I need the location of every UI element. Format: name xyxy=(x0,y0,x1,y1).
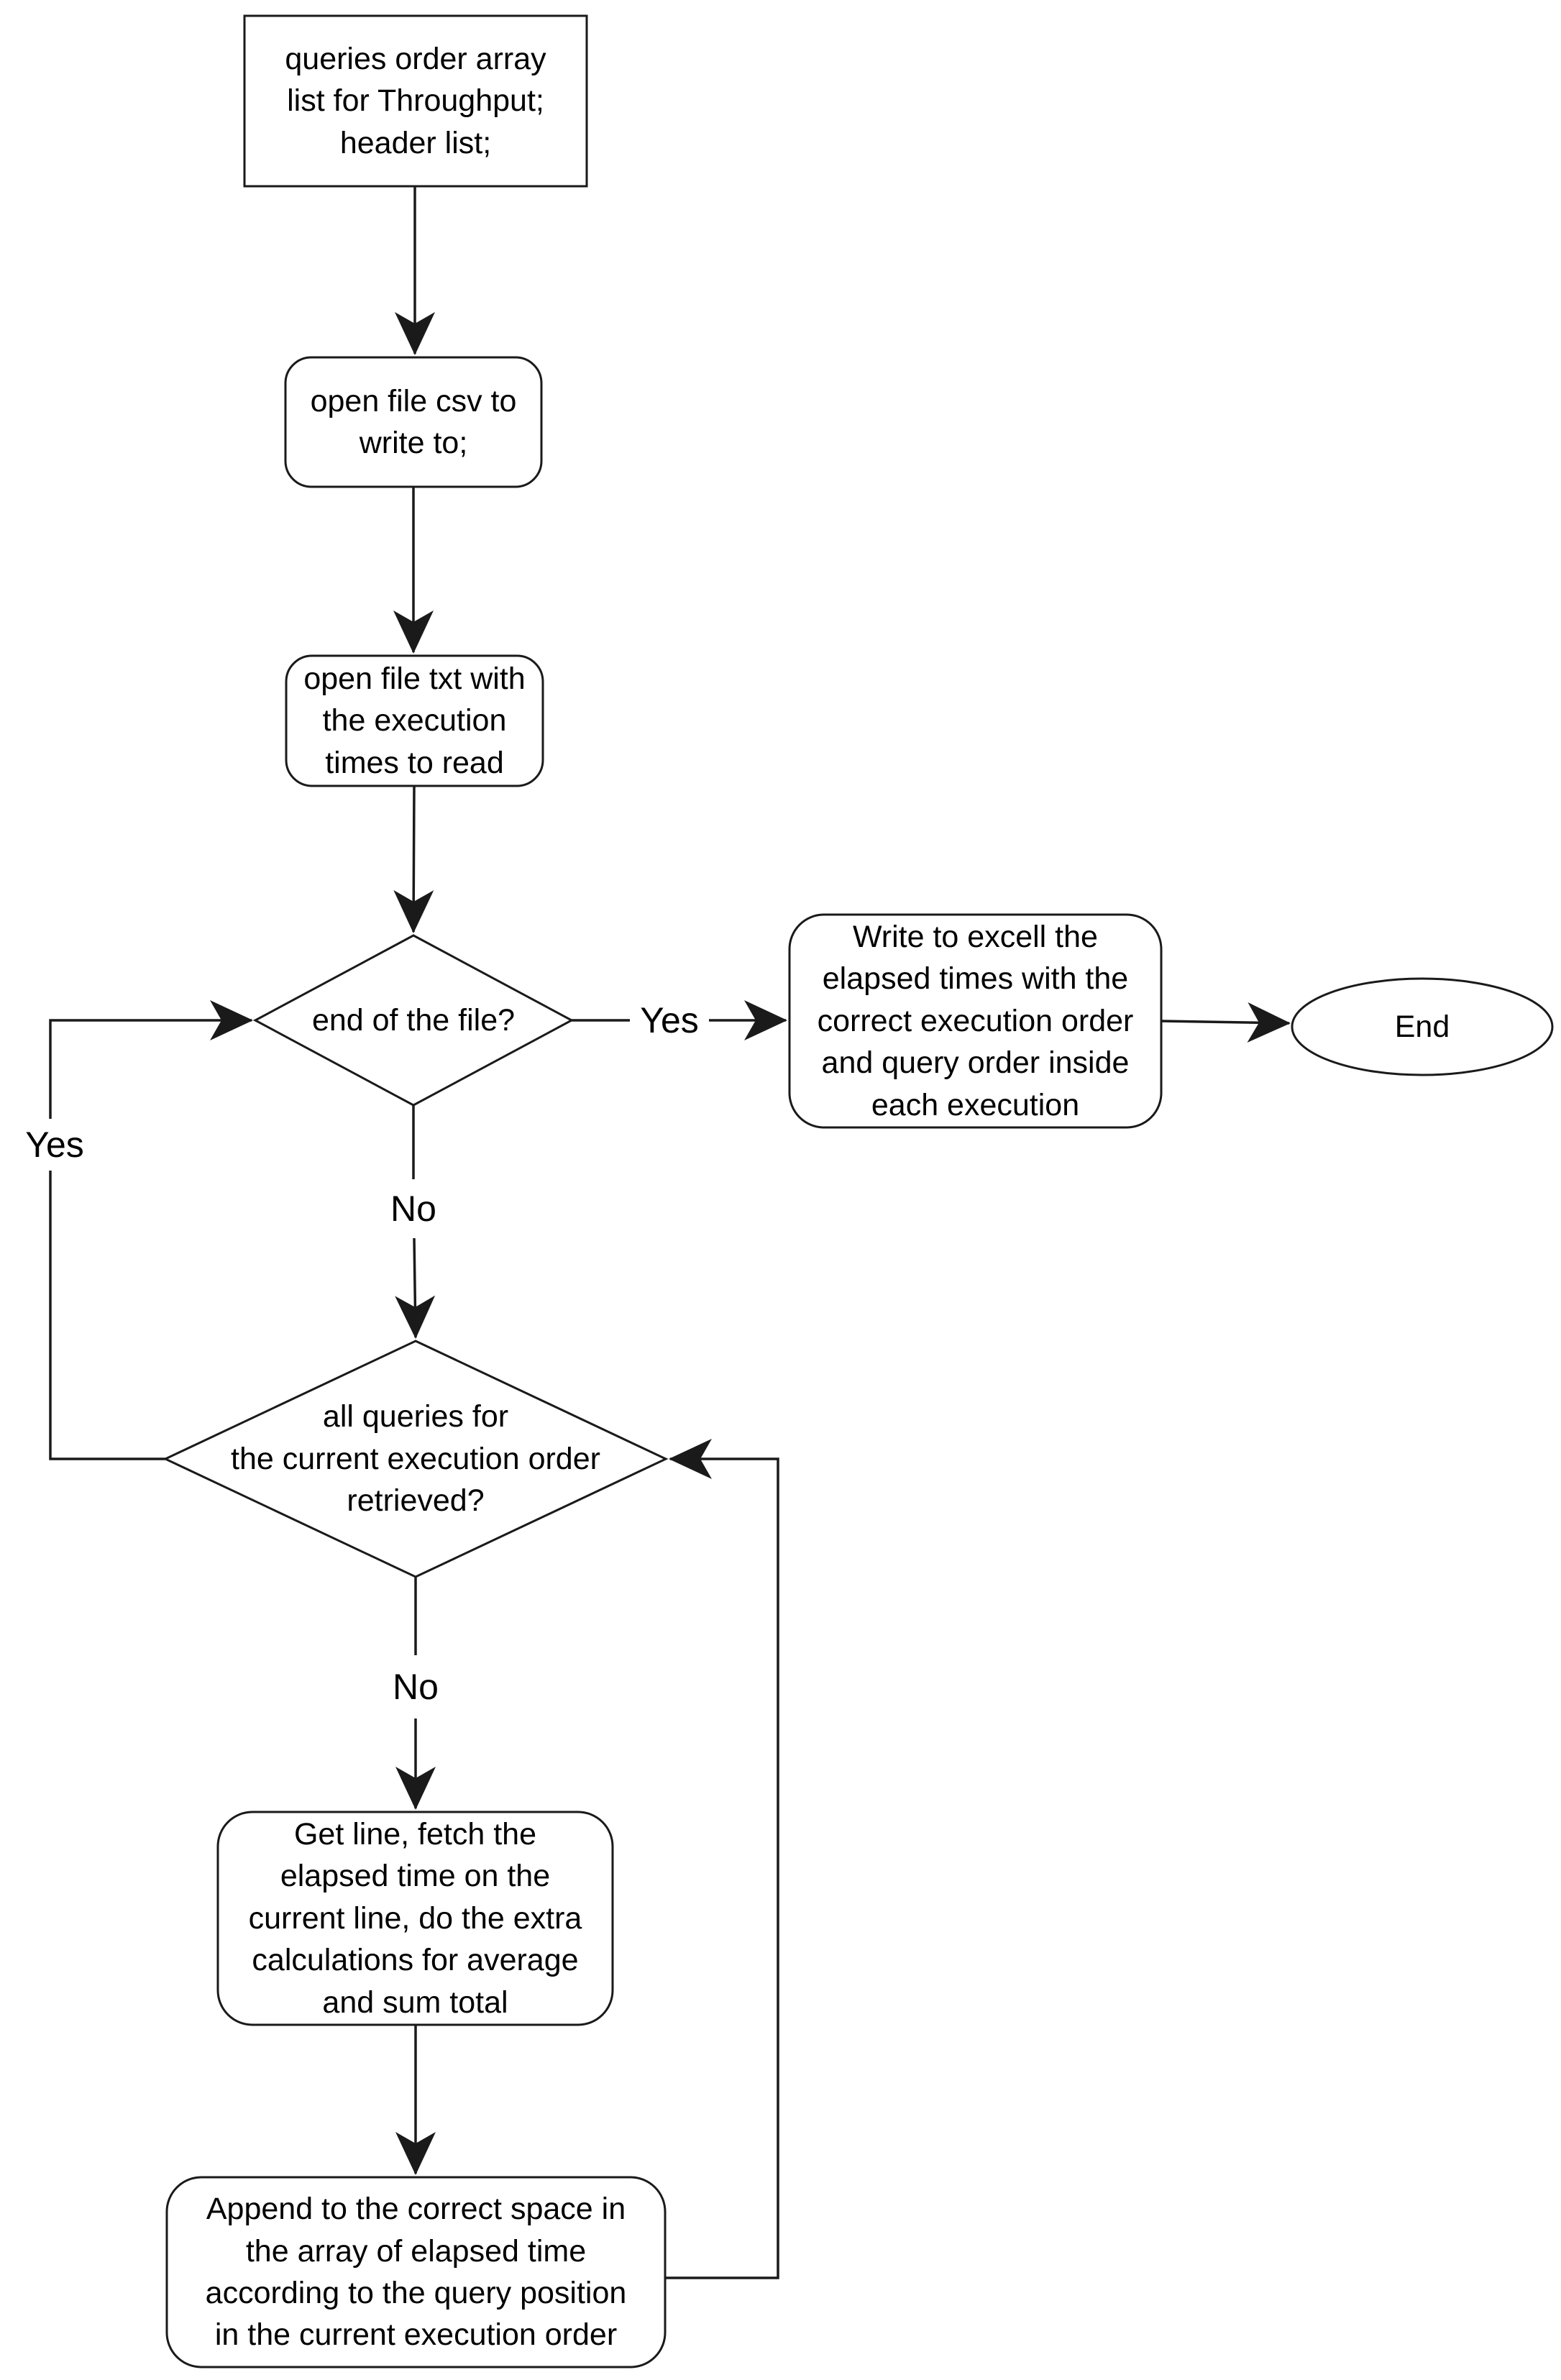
start-node-label: queries order array list for Throughput; header list; xyxy=(285,41,546,160)
edge-label-no-mid: No xyxy=(390,1188,436,1229)
edge-append-loop-back xyxy=(665,1459,778,2278)
get-line-node-shape xyxy=(218,1812,613,2025)
append-array-node-shape xyxy=(167,2177,665,2367)
eof-decision-label: end of the file? xyxy=(311,1002,516,1038)
append-array-node-label: Append to the correct space in the array of elapsed time according to the query position in the current execution order xyxy=(205,2192,627,2353)
open-csv-node-label: open file csv to write to; xyxy=(310,383,517,460)
start-node-shape xyxy=(244,16,587,186)
end-node-label: End xyxy=(1394,1009,1450,1044)
all-queries-decision-shape xyxy=(165,1341,666,1577)
write-excel-node-label: Write to excell the elapsed times with the correct execution order and query order inside each execution xyxy=(817,919,1134,1122)
open-csv-node-shape xyxy=(285,357,541,487)
write-excel-node-shape xyxy=(789,915,1161,1127)
open-txt-node-label: open file txt with the execution times to read xyxy=(303,661,526,780)
open-txt-node-shape xyxy=(286,656,543,786)
edge-write-excel-to-end xyxy=(1161,1021,1289,1023)
get-line-node-label: Get line, fetch the elapsed time on the current line, do the extra calculations for average and sum total xyxy=(248,1816,582,2020)
edge-yes-loop-segment-2 xyxy=(50,1020,252,1119)
edge-eof-no-segment-2 xyxy=(414,1238,416,1337)
eof-decision-shape xyxy=(255,935,572,1105)
edge-yes-loop-segment-1 xyxy=(50,1171,165,1459)
edge-label-yes-left: Yes xyxy=(25,1124,84,1165)
edge-open-txt-to-eof xyxy=(413,786,414,932)
edge-label-yes-top: Yes xyxy=(640,999,699,1040)
edge-label-no-lower: No xyxy=(393,1666,439,1707)
all-queries-decision-label: all queries for the current execution order retrieved? xyxy=(231,1399,600,1519)
end-node-shape xyxy=(1292,979,1552,1075)
